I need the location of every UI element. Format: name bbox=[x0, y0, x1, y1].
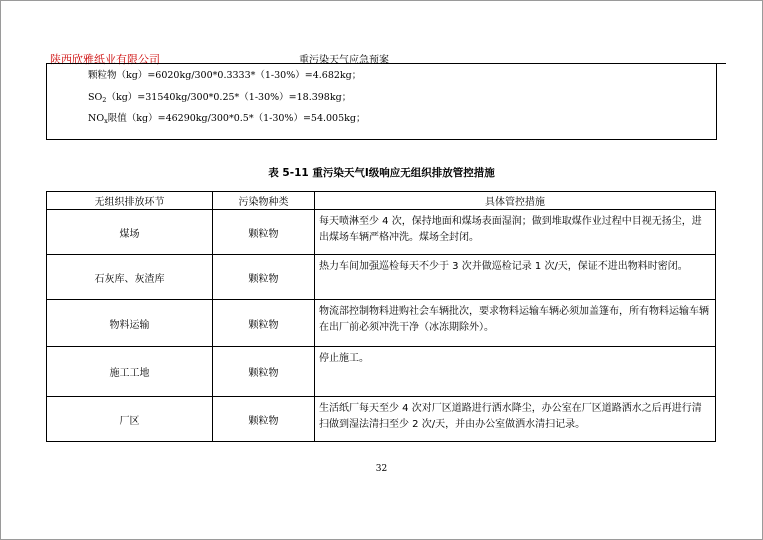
table-row bbox=[47, 255, 716, 300]
cell-link: 施工工地 bbox=[47, 347, 213, 397]
cell-link: 物料运输 bbox=[47, 300, 213, 347]
cell-pollutant: 颗粒物 bbox=[213, 300, 315, 347]
column-header-link: 无组织排放环节 bbox=[47, 192, 213, 210]
table-caption: 表 5-11 重污染天气Ⅰ级响应无组织排放管控措施 bbox=[268, 167, 495, 179]
cell-measure: 停止施工。 bbox=[315, 347, 716, 397]
cell-pollutant: 颗粒物 bbox=[213, 255, 315, 300]
table-header-row bbox=[47, 192, 716, 210]
table-row bbox=[47, 210, 716, 255]
cell-measure: 生活纸厂每天至少 4 次对厂区道路进行洒水降尘，办公室在厂区道路洒水之后再进行清扫做到湿法清扫至少 2 次/天，并由办公室做洒水清扫记录。 bbox=[315, 397, 716, 442]
column-header-pollutant: 污染物种类 bbox=[213, 192, 315, 210]
table-row bbox=[47, 300, 716, 347]
cell-pollutant: 颗粒物 bbox=[213, 210, 315, 255]
cell-link: 石灰库、灰渣库 bbox=[47, 255, 213, 300]
calc-line-particulate: 颗粒物（kg）=6020kg/300*0.3333*（1-30%）=4.682kg； bbox=[88, 70, 362, 81]
cell-measure: 每天喷淋至少 4 次，保持地面和煤场表面湿润；做到堆取煤作业过程中目视无扬尘，进出煤场车辆严格冲洗。煤场全封闭。 bbox=[315, 210, 716, 255]
fugitive-emission-control-table bbox=[46, 191, 716, 442]
column-header-measures: 具体管控措施 bbox=[315, 192, 716, 210]
table-row bbox=[47, 397, 716, 442]
cell-link: 厂区 bbox=[47, 397, 213, 442]
page-number: 32 bbox=[375, 464, 388, 474]
emission-calculation-box bbox=[46, 64, 717, 140]
cell-pollutant: 颗粒物 bbox=[213, 347, 315, 397]
company-name: 陕西欣雅纸业有限公司 bbox=[50, 53, 160, 66]
cell-measure: 热力车间加强巡检每天不少于 3 次并做巡检记录 1 次/天，保证不进出物料时密闭。 bbox=[315, 255, 716, 300]
cell-link: 煤场 bbox=[47, 210, 213, 255]
calc-line-nox: $NO_x$限值（kg）=46290kg/300*0.5*（1-30%）=54.005kg； bbox=[88, 113, 366, 125]
table-row bbox=[47, 347, 716, 397]
cell-measure: 物流部控制物料进购社会车辆批次，要求物料运输车辆必须加盖篷布，所有物料运输车辆在出厂前必须冲洗干净（冰冻期除外）。 bbox=[315, 300, 716, 347]
document-title: 重污染天气应急预案 bbox=[299, 55, 389, 66]
calc-line-so2: $SO_2(kg)=31540kg/300*0.25*(1-30\%)=18.398kg$； bbox=[88, 92, 352, 104]
cell-pollutant: 颗粒物 bbox=[213, 397, 315, 442]
